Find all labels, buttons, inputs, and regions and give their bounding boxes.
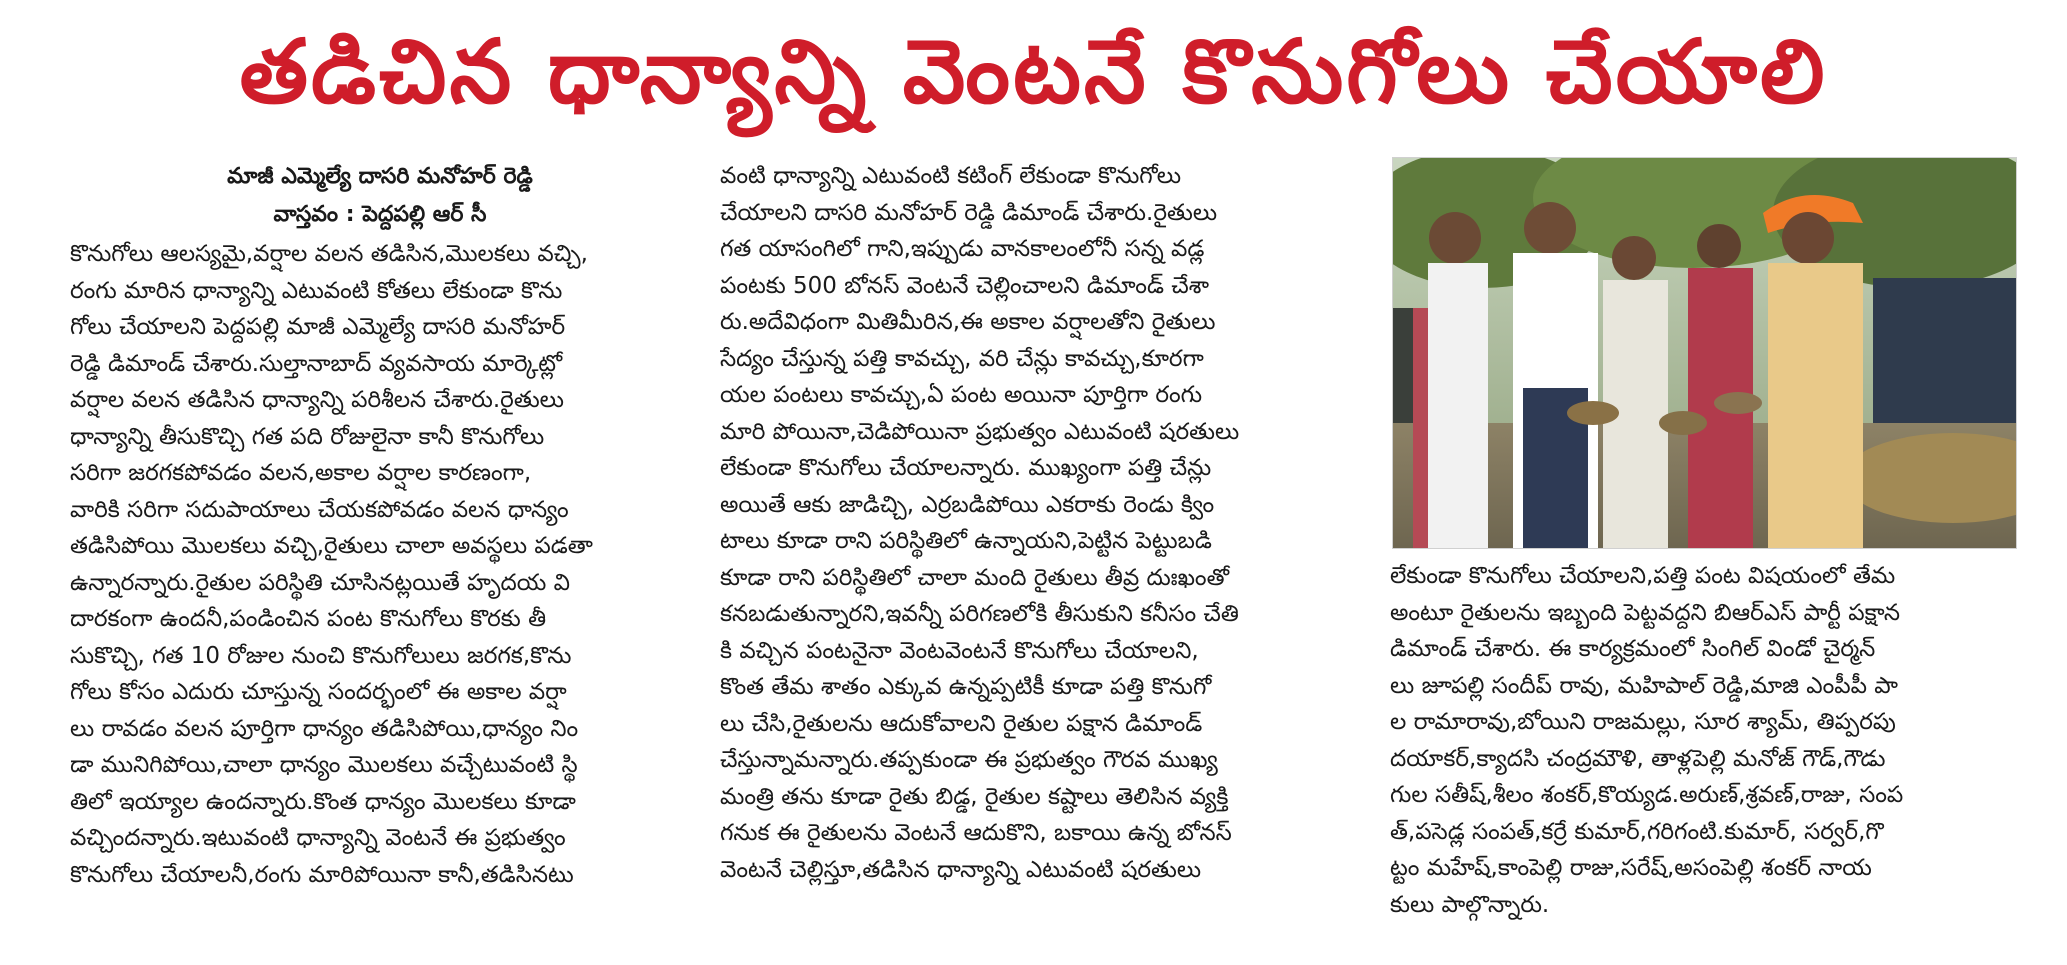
text-line: వెంటనే చెల్లిస్తూ,తడిసిన ధాన్యాన్ని ఎటువంటి షరతులు [720, 856, 1202, 883]
column-2-body [720, 158, 1360, 888]
text-line: వర్షాల వలన తడిసిన ధాన్యాన్ని పరిశీలన చేశారు.రైతులు [70, 387, 564, 413]
text-line: మారి పోయినా,చెడిపోయినా ప్రభుత్వం ఎటువంటి షరతులు [720, 418, 1240, 445]
text-line: కూడా రాని పరిస్థితిలో చాలా మంది రైతులు తీవ్ర దుఃఖంతో [720, 564, 1230, 591]
article-column-1 [70, 158, 690, 893]
text-line: సుకొచ్చి, గత 10 రోజుల నుంచి కొనుగోలులు జరగక,కొను [70, 642, 572, 669]
text-line: ధాన్యాన్ని తీసుకొచ్చి గత పది రోజులైనా కానీ కొనుగోలు [70, 423, 545, 450]
text-line: వారికి సరిగా సదుపాయాలు చేయకపోవడం వలన ధాన్యం [70, 496, 569, 523]
text-line: కొనుగోలు చేయాలనీ,రంగు మారిపోయినా కానీ,తడిసినటు [70, 861, 574, 888]
text-line: టాలు కూడా రాని పరిస్థితిలో ఉన్నాయని,పెట్టిన పెట్టుబడి [720, 528, 1212, 554]
text-line: కి వచ్చిన పంటనైనా వెంటవెంటనే కొనుగోలు చేయాలని, [720, 637, 1199, 664]
article-column-3 [1390, 558, 2020, 923]
column-3-body [1390, 558, 2020, 923]
text-line: లు చేసి,రైతులను ఆదుకోవాలని రైతుల పక్షాన డిమాండ్ [720, 710, 1203, 737]
text-line: లేకుండా కొనుగోలు చేయాలన్నారు. ముఖ్యంగా పత్తి చేన్లు [720, 455, 1212, 481]
text-line: లేకుండా కొనుగోలు చేయాలని,పత్తి పంట విషయంలో తేమ [1390, 563, 1896, 589]
text-line: డా మునిగిపోయి,చాలా ధాన్యం మొలకలు వచ్చేటువంటి స్థి [70, 752, 578, 778]
text-line: కొంత తేమ శాతం ఎక్కువ ఉన్నప్పటికీ కూడా పత్తి కొనుగో [720, 674, 1212, 700]
text-line: పంటకు 500 బోనస్ వెంటనే చెల్లించాలని డిమాండ్ చేశా [720, 272, 1210, 299]
text-line: లు జూపల్లి సందీప్ రావు, మహిపాల్ రెడ్డి,మాజి ఎంపీపీ పా [1390, 672, 1898, 699]
text-line: దయాకర్,క్యాదసి చంద్రమౌళి, తాళ్లపెల్లి మనోజ్ గౌడ్,గౌడు [1390, 745, 1886, 772]
byline-dateline: వాస్తవం : పెద్దపల్లి ఆర్ సీ [273, 202, 487, 227]
text-line: డిమాండ్ చేశారు. ఈ కార్యక్రమంలో సింగిల్ విండో చైర్మన్ [1390, 636, 1876, 662]
text-line: వచ్చిందన్నారు.ఇటువంటి ధాన్యాన్ని వెంటనే ఈ ప్రభుత్వం [70, 825, 566, 851]
text-line: గోలు చేయాలని పెద్దపల్లి మాజీ ఎమ్మెల్యే దాసరి మనోహర్ [70, 314, 566, 340]
text-line: మంత్రి తను కూడా రైతు బిడ్డ, రైతుల కష్టాలు తెలిసిన వ్యక్తి [720, 783, 1229, 810]
text-line: గనుక ఈ రైతులను వెంటనే ఆదుకొని, బకాయి ఉన్న బోనస్ [720, 820, 1232, 846]
text-line: దారకంగా ఉందనీ,పండించిన పంట కొనుగోలు కొరకు తీ [70, 606, 547, 632]
text-line: సేద్యం చేస్తున్న పత్తి కావచ్చు, వరి చేన్లు కావచ్చు,కూరగా [720, 345, 1204, 372]
text-line: రెడ్డి డిమాండ్ చేశారు.సుల్తానాబాద్ వ్యవసాయ మార్కెట్లో [70, 350, 563, 377]
text-line: చేస్తున్నామన్నారు.తప్పకుండా ఈ ప్రభుత్వం గౌరవ ముఖ్య [720, 747, 1218, 773]
text-line: త్,పసెడ్ల సంపత్,కర్రే కుమార్,గరిగంటి.కుమార్, సర్వర్,గొ [1390, 818, 1884, 845]
text-line: చేయాలని దాసరి మనోహర్ రెడ్డి డిమాండ్ చేశారు.రైతులు [720, 199, 1218, 226]
headline: తడిచిన ధాన్యాన్ని వెంటనే కొనుగోలు చేయాలి [239, 20, 1828, 123]
text-line: గత యాసంగిలో గాని,ఇప్పుడు వానకాలంలోనీ సన్న వడ్ల [720, 236, 1205, 262]
text-line: గుల సతీష్,శీలం శంకర్,కొయ్యడ.అరుణ్,శ్రవణ్,రాజు, సంప [1390, 782, 1904, 808]
text-line: అంటూ రైతులను ఇబ్బంది పెట్టవద్దని బిఆర్ఎస్ పార్టీ పక్షాన [1390, 599, 1900, 626]
byline-source: మాజీ ఎమ్మెల్యే దాసరి మనోహర్ రెడ్డి [227, 164, 533, 189]
text-line: రంగు మారిన ధాన్యాన్ని ఎటువంటి కోతలు లేకుండా కొను [70, 277, 563, 304]
text-line: గోలు కోసం ఎదురు చూస్తున్న సందర్భంలో ఈ అకాల వర్షా [70, 679, 567, 705]
text-line: యల పంటలు కావచ్చు,ఏ పంట అయినా పూర్తిగా రంగు [720, 382, 1203, 408]
article-column-2 [720, 158, 1360, 888]
text-line: కులు పాల్గొన్నారు. [1390, 891, 1550, 918]
text-line: కొనుగోలు ఆలస్యమై,వర్షాల వలన తడిసిన,మొలకలు వచ్చి, [70, 241, 588, 267]
text-line: ట్టం మహేష్,కాంపెల్లి రాజు,సరేష్,అసంపెల్లి శంకర్ నాయ [1390, 855, 1872, 881]
text-line: లు రావడం వలన పూర్తిగా ధాన్యం తడిసిపోయి,ధాన్యం నిం [70, 715, 579, 742]
text-line: ల రామారావు,బోయిని రాజమల్లు, సూర శ్యామ్, తిప్పరపు [1390, 709, 1896, 735]
text-line: కనబడుతున్నారని,ఇవన్నీ పరిగణలోకి తీసుకుని కనీసం చేతి [720, 601, 1239, 627]
text-line: ఉన్నారన్నారు.రైతుల పరిస్థితి చూసినట్లయితే హృదయ వి [70, 569, 570, 596]
column-1-body [70, 236, 690, 893]
text-line: వంటి ధాన్యాన్ని ఎటువంటి కటింగ్ లేకుండా కొనుగోలు [720, 163, 1182, 189]
news-photo [1392, 157, 2017, 549]
text-line: రు.అదేవిధంగా మితిమీరిన,ఈ అకాల వర్షాలతోని రైతులు [720, 309, 1216, 335]
text-line: తిలో ఇయ్యాల ఉందన్నారు.కొంత ధాన్యం మొలకలు కూడా [70, 788, 576, 815]
text-line: తడిసిపోయి మొలకలు వచ్చి,రైతులు చాలా అవస్థలు పడతా [70, 533, 593, 559]
text-line: అయితే ఆకు జాడిచ్చి, ఎర్రబడిపోయి ఎకరాకు రెండు క్విం [720, 491, 1215, 518]
text-line: సరిగా జరగకపోవడం వలన,అకాల వర్షాల కారణంగా, [70, 460, 532, 486]
